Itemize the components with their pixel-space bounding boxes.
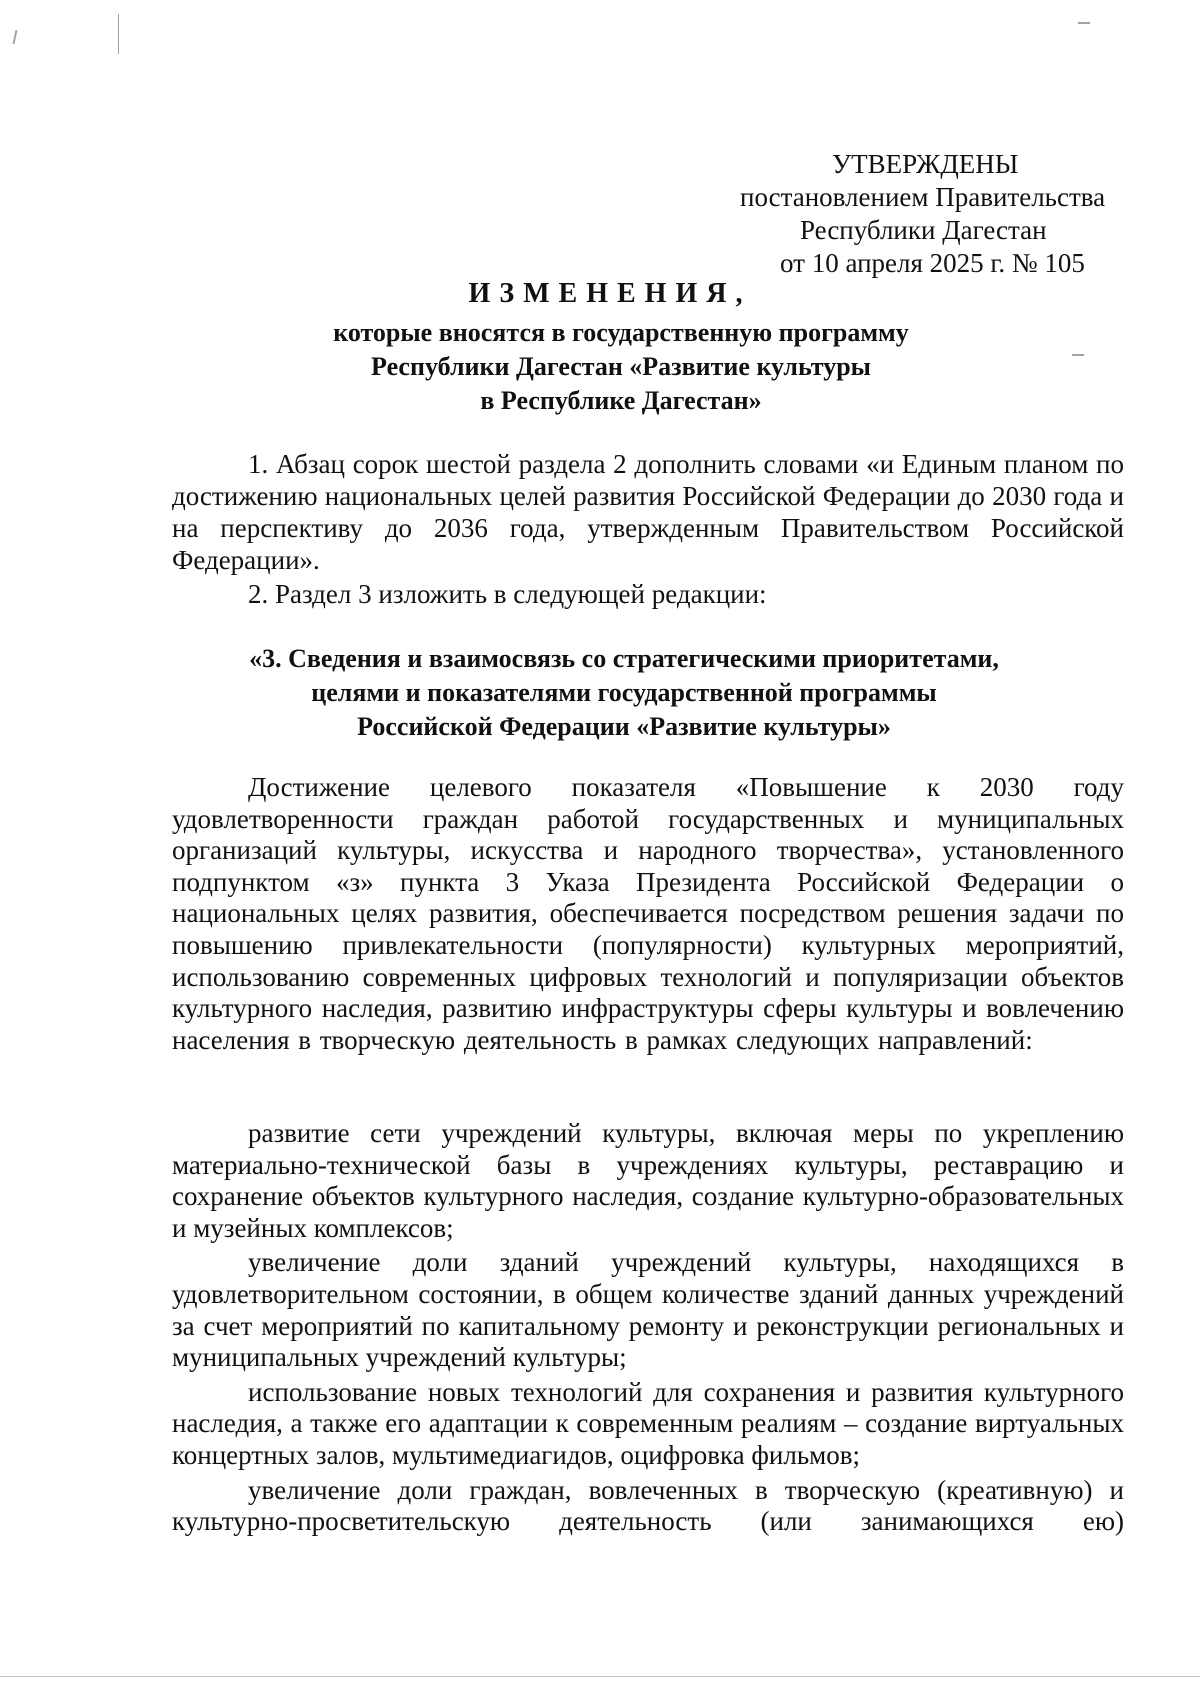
subtitle-line: в Республике Дагестан»: [480, 386, 762, 415]
document-subtitle: [0, 316, 1200, 418]
paragraph-item-1: 1. Абзац сорок шестой раздела 2 дополнить словами «и Единым планом по достижению национальных целей развития Российской Федерации до 2030 года и на перспективу до 2036 года, утвержденным Правительством Российской Федерации».: [172, 449, 1124, 575]
direction-item: использование новых технологий для сохранения и развития культурного наследия, а также его адаптации к современным реалиям – создание виртуальных концертных залов, мультимедиагидов, оцифровка фильмов;: [172, 1376, 1124, 1470]
scan-mark: [13, 30, 18, 44]
section-heading-line: целями и показателями государственной программы: [311, 678, 937, 707]
scan-mark: [1078, 22, 1090, 24]
direction-item: развитие сети учреждений культуры, включая меры по укреплению материально-технической базы в учреждениях культуры, реставрацию и сохранение объектов культурного наследия, создание культурно-образовательных и музейных комплексов;: [172, 1118, 1124, 1243]
approval-region: Республики Дагестан: [800, 215, 1047, 245]
approval-authority: постановлением Правительства: [740, 182, 1106, 212]
direction-item: увеличение доли граждан, вовлеченных в творческую (креативную) и культурно-просветительскую деятельность (или занимающихся ею): [172, 1474, 1124, 1537]
approval-date-number: от 10 апреля 2025 г. № 105: [780, 248, 1085, 278]
paragraph-item-2: 2. Раздел 3 изложить в следующей редакции:: [248, 579, 767, 609]
subtitle-line: Республики Дагестан «Развитие культуры: [371, 352, 871, 381]
scan-mark: [118, 14, 119, 54]
section-heading: [0, 642, 1200, 744]
section-heading-line: «3. Сведения и взаимосвязь со стратегическими приоритетами,: [249, 644, 999, 673]
document-title: ИЗМЕНЕНИЯ,: [468, 278, 752, 309]
scan-mark: [0, 1676, 1200, 1677]
approval-label: УТВЕРЖДЕНЫ: [832, 149, 1019, 179]
section-heading-line: Российской Федерации «Развитие культуры»: [357, 712, 891, 741]
approval-stamp: [740, 148, 1120, 280]
direction-item: увеличение доли зданий учреждений культуры, находящихся в удовлетворительном состоянии, в общем количестве зданий данных учреждений за счет мероприятий по капитальному ремонту и реконструкции региональных и муниципальных учреждений культуры;: [172, 1247, 1124, 1373]
subtitle-line: которые вносятся в государственную программу: [333, 318, 909, 347]
directions-list: [172, 1118, 1124, 1541]
section-intro-paragraph: Достижение целевого показателя «Повышение к 2030 году удовлетворенности граждан работой государственных и муниципальных организаций культуры, искусства и народного творчества», установленного подпунктом «з» пункта 3 Указа Президента Российской Федерации о национальных целях развития, обеспечивается посредством решения задачи по повышению привлекательности (популярности) культурных мероприятий, использованию современных цифровых технологий и популяризации объектов культурного наследия, развитию инфраструктуры сферы культуры и вовлечению населения в творческую деятельность в рамках следующих направлений:: [172, 772, 1124, 1055]
